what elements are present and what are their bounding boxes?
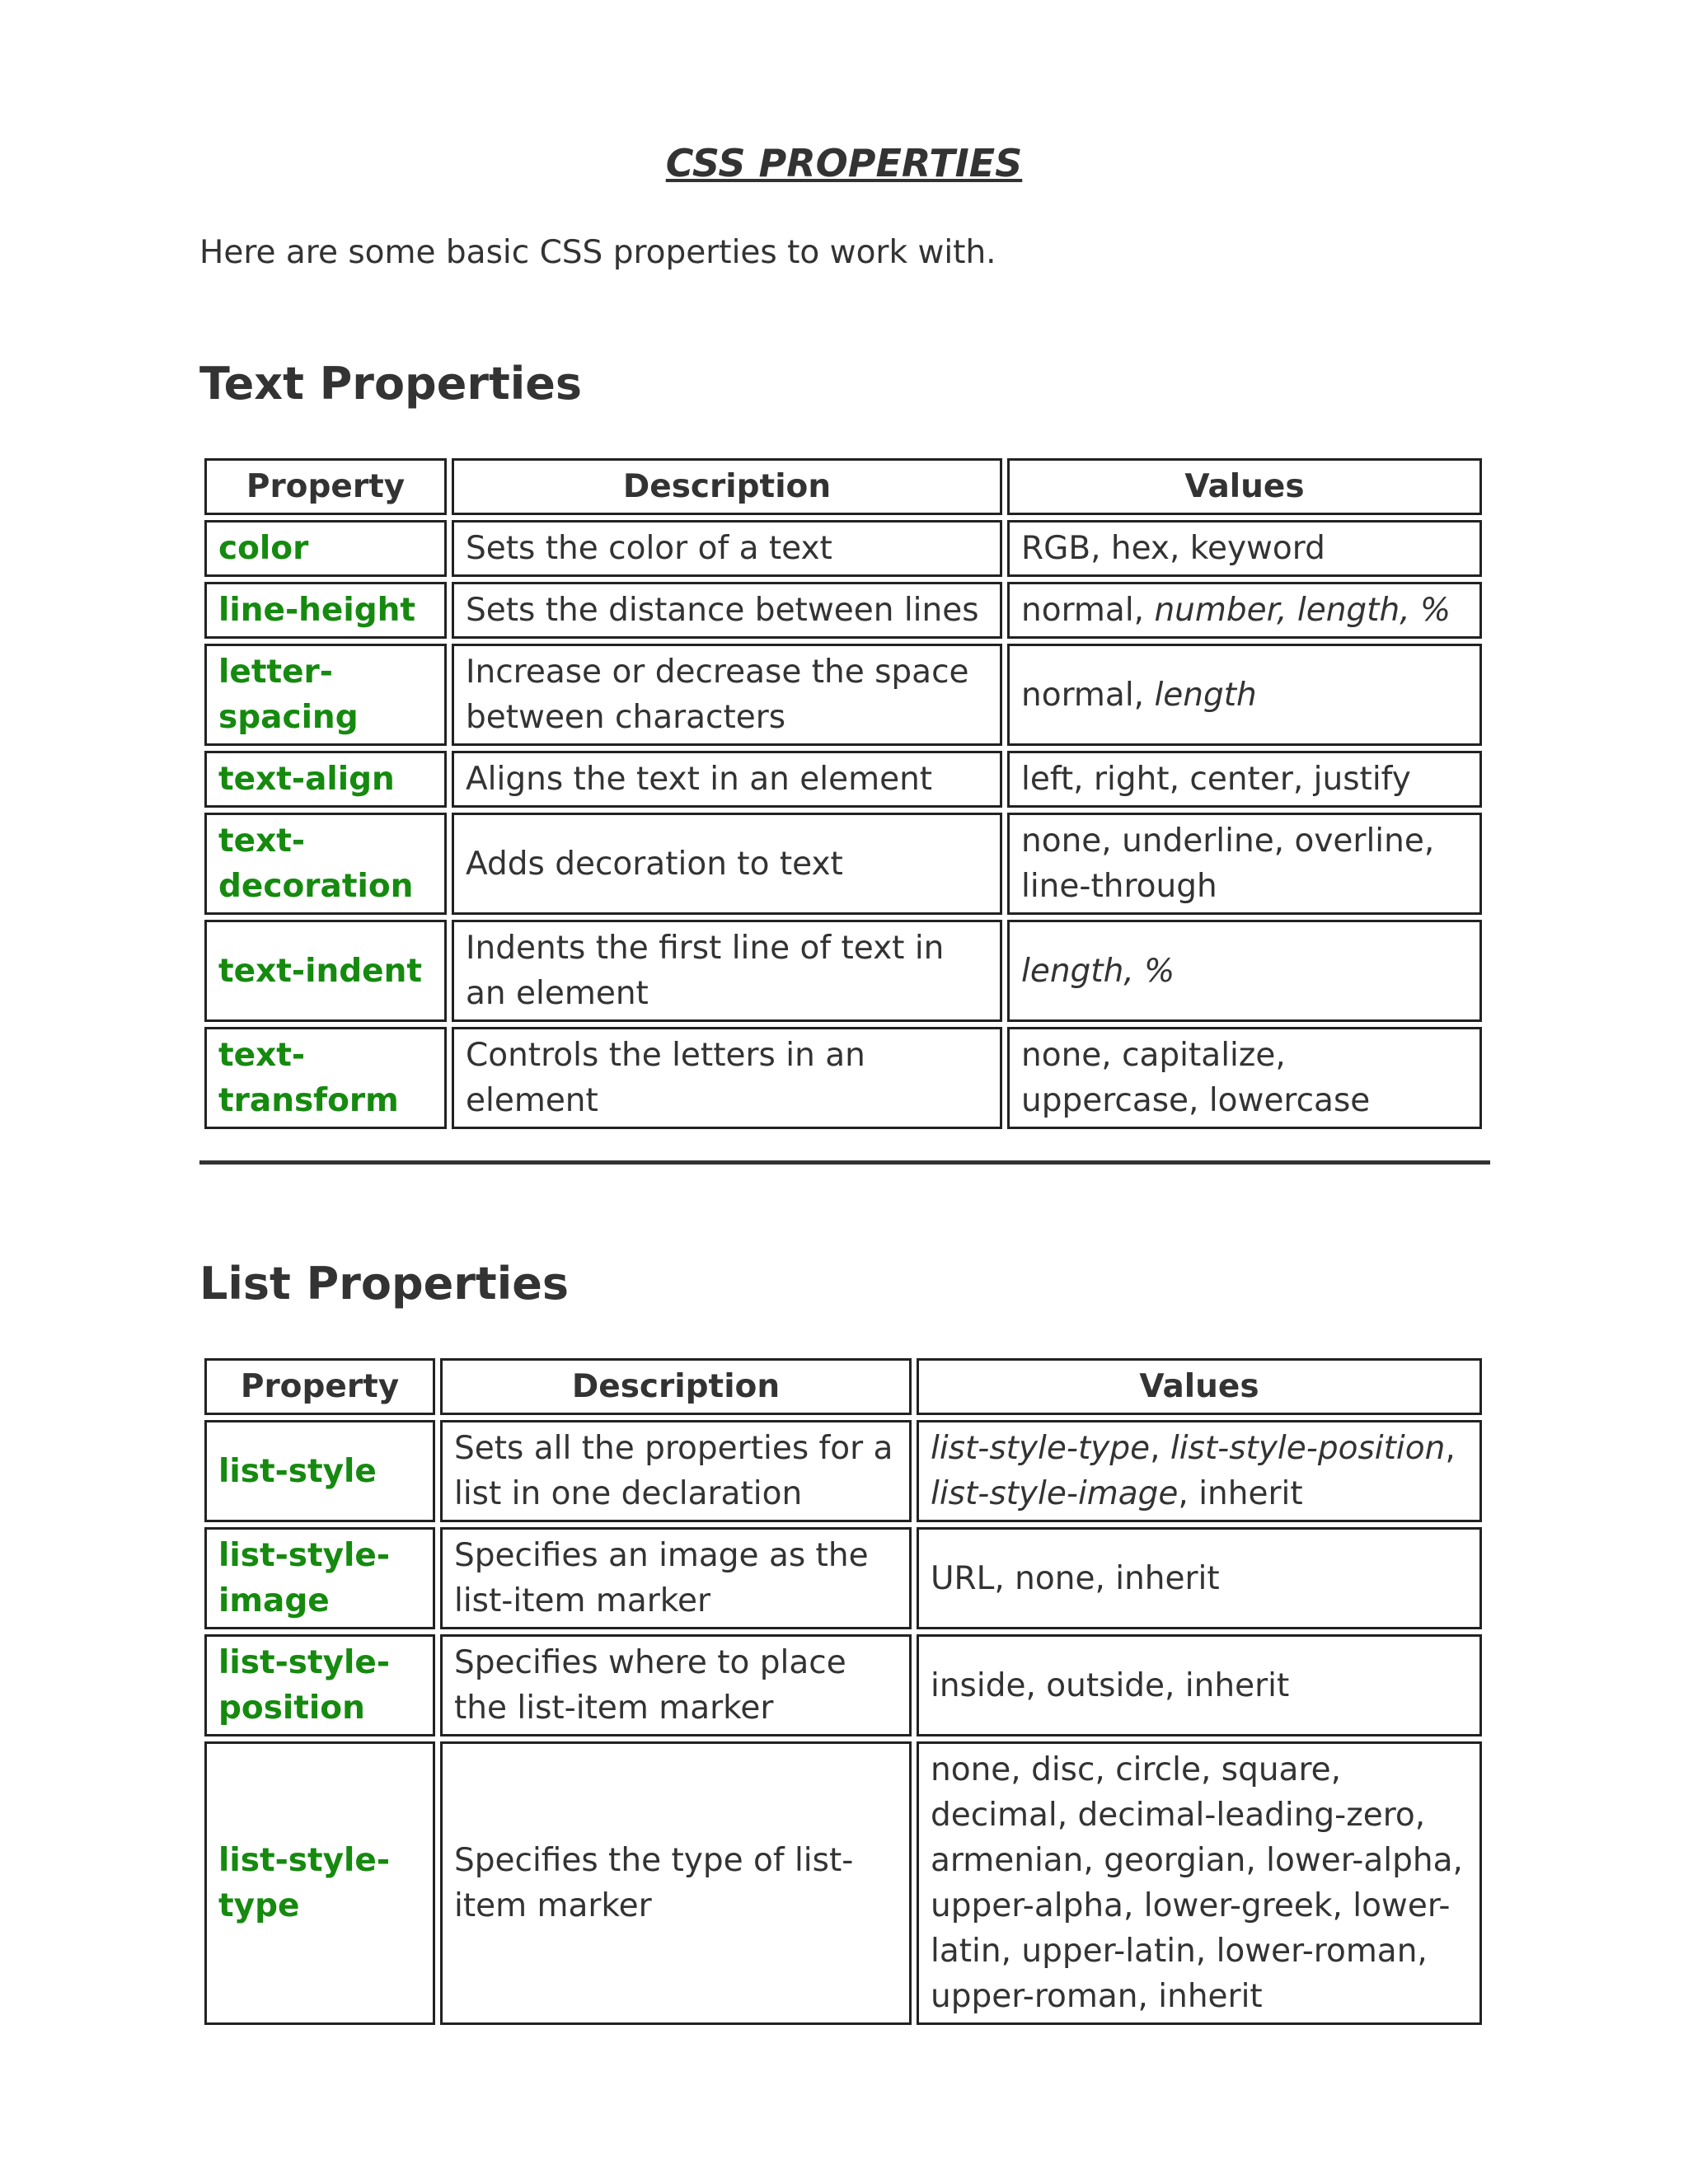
- value-text: , inherit: [1178, 1475, 1303, 1512]
- values-cell: [1007, 751, 1482, 808]
- table-row: [204, 920, 1482, 1022]
- values-cell: [917, 1420, 1482, 1522]
- value-text: normal,: [1021, 592, 1155, 629]
- table-row: [204, 751, 1482, 808]
- property-name-cell: line-height: [204, 582, 447, 639]
- table-header-row: [204, 1358, 1482, 1415]
- property-name-cell: list-style-image: [204, 1527, 435, 1629]
- description-cell: Specifies the type of list-item marker: [440, 1741, 912, 2025]
- values-cell: [1007, 920, 1482, 1022]
- property-name-cell: text-indent: [204, 920, 447, 1022]
- table-row: [204, 582, 1482, 639]
- value-text: left, right, center, justify: [1021, 761, 1411, 798]
- column-header-values: Values: [1007, 458, 1482, 515]
- values-cell: [1007, 644, 1482, 746]
- value-italic-text: list-style-type: [931, 1430, 1151, 1467]
- values-cell: [1007, 1027, 1482, 1129]
- description-cell: Indents the first line of text in an element: [452, 920, 1002, 1022]
- description-cell: Specifies an image as the list-item marker: [440, 1527, 912, 1629]
- value-text: RGB, hex, keyword: [1021, 530, 1325, 567]
- column-header-property: Property: [204, 458, 447, 515]
- table-header-row: [204, 458, 1482, 515]
- property-name-cell: letter-spacing: [204, 644, 447, 746]
- description-cell: Specifies where to place the list-item marker: [440, 1634, 912, 1736]
- description-cell: Aligns the text in an element: [452, 751, 1002, 808]
- values-cell: [917, 1634, 1482, 1736]
- value-italic-text: number, length, %: [1154, 592, 1451, 629]
- value-text: none, underline, overline, line-through: [1021, 823, 1435, 905]
- table-row: [204, 813, 1482, 915]
- property-name-cell: list-style-position: [204, 1634, 435, 1736]
- value-text: normal,: [1021, 676, 1155, 714]
- value-italic-text: list-style-image: [931, 1475, 1179, 1512]
- values-cell: [1007, 582, 1482, 639]
- values-cell: [1007, 813, 1482, 915]
- table-row: [204, 1634, 1482, 1736]
- list-properties-heading: List Properties: [199, 1258, 569, 1310]
- table-row: [204, 1420, 1482, 1522]
- value-italic-text: length: [1154, 676, 1257, 714]
- description-cell: Sets the distance between lines: [452, 582, 1002, 639]
- column-header-description: Description: [440, 1358, 912, 1415]
- description-cell: Increase or decrease the space between characters: [452, 644, 1002, 746]
- table-row: [204, 1741, 1482, 2025]
- description-cell: Sets the color of a text: [452, 520, 1002, 577]
- section-divider: [199, 1160, 1490, 1165]
- value-italic-text: list-style-position: [1170, 1430, 1446, 1467]
- table-row: [204, 644, 1482, 746]
- description-cell: Sets all the properties for a list in one declaration: [440, 1420, 912, 1522]
- value-text: inside, outside, inherit: [931, 1666, 1290, 1704]
- column-header-property: Property: [204, 1358, 435, 1415]
- value-text: URL, none, inherit: [931, 1559, 1220, 1597]
- list-properties-table: [199, 1353, 1487, 2030]
- property-name-cell: list-style-type: [204, 1741, 435, 2025]
- property-name-cell: text-align: [204, 751, 447, 808]
- text-properties-heading: Text Properties: [199, 358, 583, 410]
- values-cell: [917, 1741, 1482, 2025]
- property-name-cell: color: [204, 520, 447, 577]
- table-row: [204, 520, 1482, 577]
- value-text: none, disc, circle, square, decimal, decimal-leading-zero, armenian, georgian, lower-alpha, upper-alpha, lower-greek, lower-latin, upper-latin, lower-roman, upper-roman, inherit: [931, 1751, 1463, 2015]
- column-header-description: Description: [452, 458, 1002, 515]
- value-text: none, capitalize, uppercase, lowercase: [1021, 1037, 1371, 1119]
- property-name-cell: list-style: [204, 1420, 435, 1522]
- value-text: ,: [1445, 1430, 1456, 1467]
- text-properties-table: [199, 453, 1487, 1134]
- property-name-cell: text-decoration: [204, 813, 447, 915]
- table-row: [204, 1027, 1482, 1129]
- property-name-cell: text-transform: [204, 1027, 447, 1129]
- description-cell: Controls the letters in an element: [452, 1027, 1002, 1129]
- page-title: CSS PROPERTIES: [665, 141, 1023, 185]
- value-text: ,: [1150, 1430, 1170, 1467]
- column-header-values: Values: [917, 1358, 1482, 1415]
- intro-text: Here are some basic CSS properties to work with.: [199, 234, 996, 271]
- description-cell: Adds decoration to text: [452, 813, 1002, 915]
- table-row: [204, 1527, 1482, 1629]
- value-italic-text: length, %: [1021, 952, 1175, 990]
- values-cell: [917, 1527, 1482, 1629]
- values-cell: [1007, 520, 1482, 577]
